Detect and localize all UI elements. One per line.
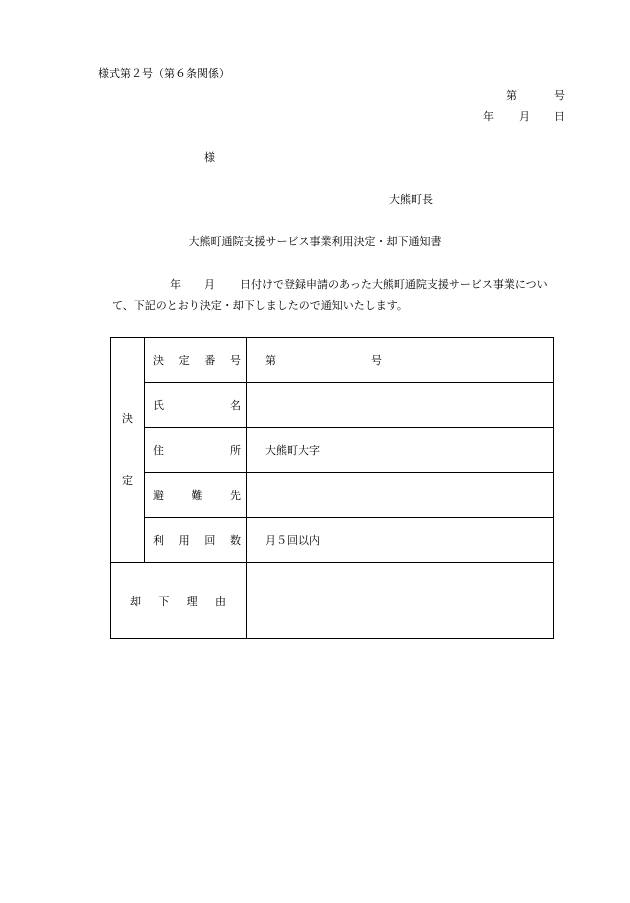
- decision-number-value: 第 号: [247, 338, 554, 383]
- rejection-reason-value: [247, 563, 554, 639]
- document-number-suffix: 号: [554, 89, 565, 102]
- evacuation-address-label: 避 難 先: [145, 473, 247, 518]
- rejection-reason-label: 却 下 理 由: [111, 563, 247, 639]
- date-month-label: 月: [519, 110, 530, 123]
- body-text-line-2: て、下記のとおり決定・却下しましたので通知いたします。: [112, 299, 408, 312]
- name-label: 氏 名: [145, 383, 247, 428]
- body-month-label: 月: [204, 278, 215, 291]
- decision-table: [110, 337, 554, 639]
- date-year-label: 年: [483, 110, 494, 123]
- evacuation-address-value: [247, 473, 554, 518]
- address-label: 住 所: [145, 428, 247, 473]
- form-number: 様式第２号（第６条関係）: [98, 67, 230, 80]
- addressee-honorific: 様: [204, 151, 215, 164]
- usage-count-label: 利 用 回 数: [145, 518, 247, 563]
- document-title: 大熊町通院支援サービス事業利用決定・却下通知書: [188, 235, 442, 248]
- body-year-label: 年: [170, 278, 181, 291]
- address-value: 大熊町大字: [247, 428, 554, 473]
- body-text-line-1: 日付けで登録申請のあった大熊町通院支援サービス事業につい: [240, 278, 548, 291]
- usage-count-value: 月５回以内: [247, 518, 554, 563]
- document-number-label: 第: [506, 89, 517, 102]
- name-value: [247, 383, 554, 428]
- decision-group-label: 決 定: [111, 338, 145, 563]
- issuer: 大熊町長: [389, 193, 433, 206]
- date-day-label: 日: [554, 110, 565, 123]
- decision-number-label: 決 定 番 号: [145, 338, 247, 383]
